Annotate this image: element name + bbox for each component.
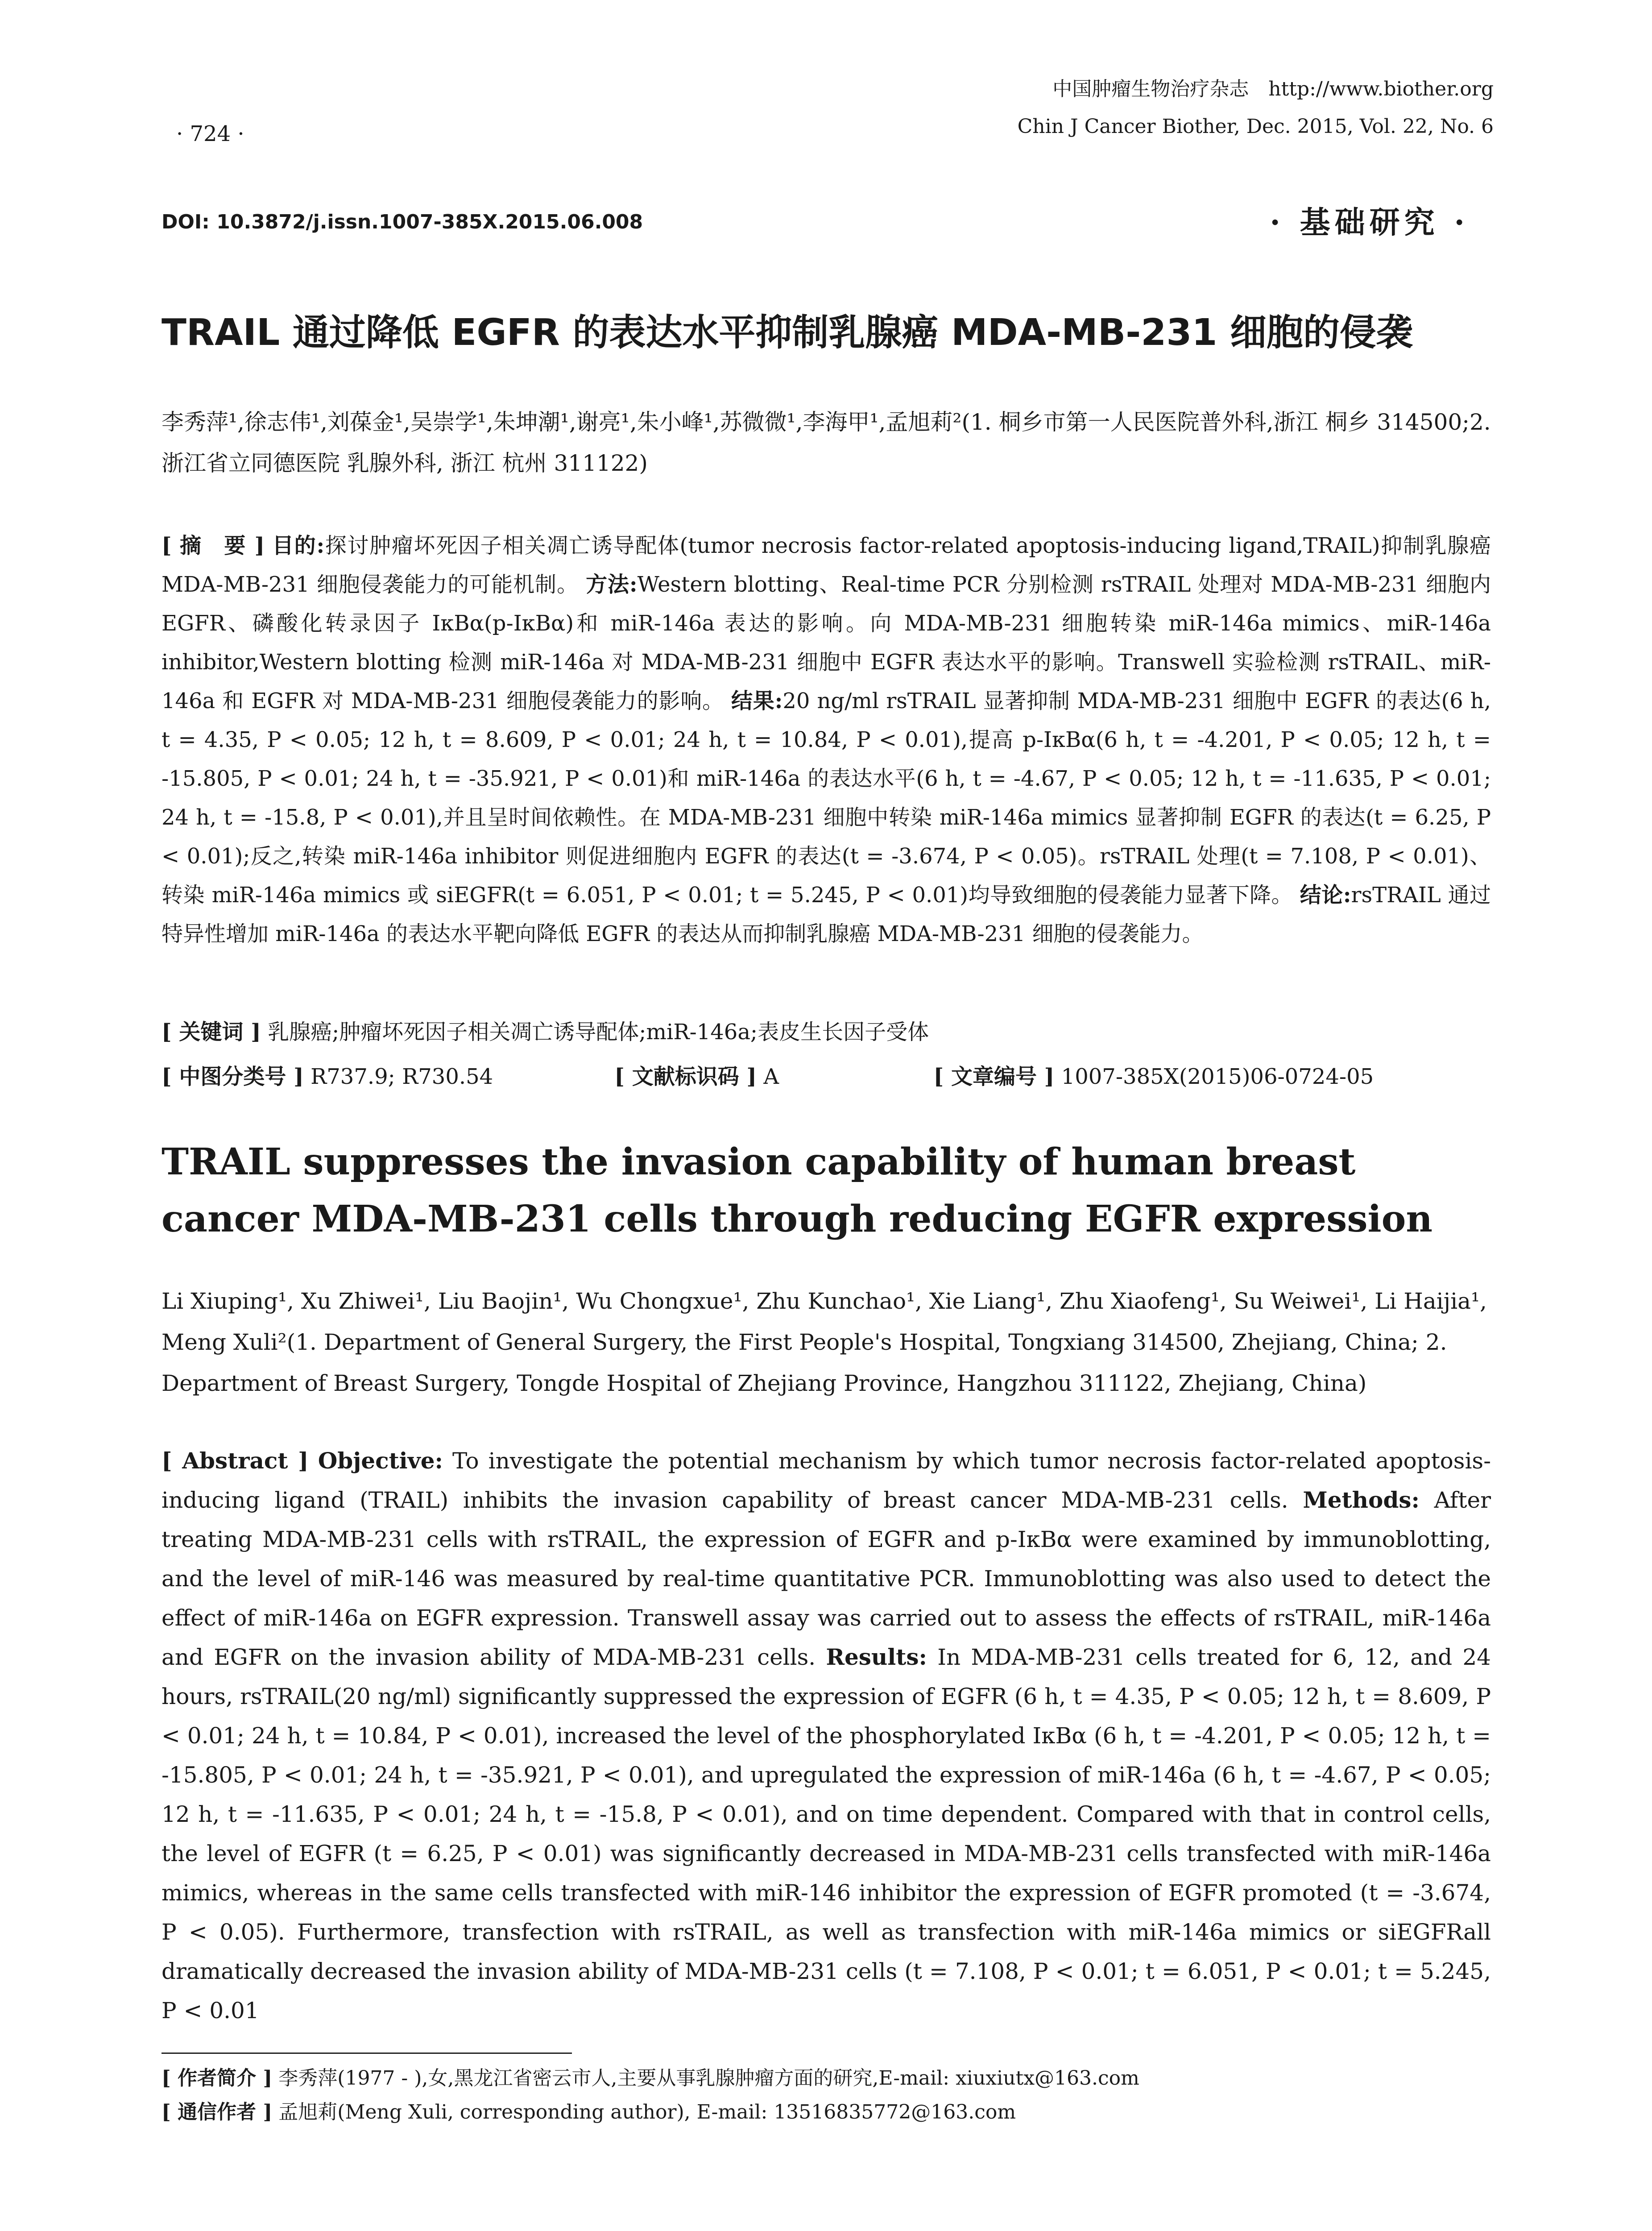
clc-value: R737.9; R730.54 <box>311 1064 493 1089</box>
methods-label-en: Methods: <box>1303 1487 1420 1513</box>
keywords-label: [ 关键词 ] <box>161 1020 261 1045</box>
abstract-en-label: [ Abstract ] <box>161 1447 309 1474</box>
section-tag: · 基础研究 · <box>1270 205 1469 241</box>
classification-line <box>161 1057 1491 1096</box>
journal-header <box>1018 70 1494 145</box>
objective-en: To investigate the potential mechanism by which tumor necrosis factor-related apoptosis-inducing ligand (TRAIL) inhibits the invasion capability of breast cancer MDA-MB-231 cells. <box>161 1448 1491 1513</box>
results-label-en: Results: <box>826 1644 927 1670</box>
article-no-value: 1007-385X(2015)06-0724-05 <box>1061 1064 1374 1089</box>
objective-cn: 探讨肿瘤坏死因子相关凋亡诱导配体(tumor necrosis factor-related apoptosis-inducing ligand,TRAIL)抑制乳腺癌 MDA-MB-231 细胞侵袭能力的可能机制。 <box>161 533 1491 597</box>
corresponding-author-label: [ 通信作者 ] <box>161 2101 273 2123</box>
objective-label-en: Objective: <box>318 1447 443 1474</box>
conclusion-label-cn: 结论: <box>1300 883 1351 908</box>
title-en: TRAIL suppresses the invasion capability of human breast cancer MDA-MB-231 cells through reducing EGFR expression <box>161 1140 1433 1240</box>
objective-label-cn: 目的: <box>272 533 325 558</box>
results-cn: 20 ng/ml rsTRAIL 显著抑制 MDA-MB-231 细胞中 EGFR 的表达(6 h, t = 4.35, P < 0.05; 12 h, t = 8.609, P < 0.01; 24 h, t = 10.84, P < 0.01),提高 p-IκBα(6 h, t = -4.201, P < 0.05; 12 h, t = -15.805, P < 0.01; 24 h, t = -35.921, P < 0.01)和 miR-146a 的表达水平(6 h, t = -4.67, P < 0.05; 12 h, t = -11.635, P < 0.01; 24 h, t = -15.8, P < 0.01),并且呈时间依赖性。在 MDA-MB-231 细胞中转染 miR-146a mimics 显著抑制 EGFR 的表达(t = 6.25, P < 0.01);反之,转染 miR-146a inhibitor 则促进细胞内 EGFR 的表达(t = -3.674, P < 0.05)。rsTRAIL 处理(t = 7.108, P < 0.01)、转染 miR-146a mimics 或 siEGFR(t = 6.051, P < 0.01; t = 5.245, P < 0.01)均导致细胞的侵袭能力显著下降。 <box>161 688 1491 908</box>
abstract-cn <box>161 527 1491 954</box>
results-en: In MDA-MB-231 cells treated for 6, 12, and 24 hours, rsTRAIL(20 ng/ml) significantly suppressed the expression of EGFR (6 h, t = 4.35, P < 0.05; 12 h, t = 8.609, P < 0.01; 24 h, t = 10.84, P < 0.01), increased the level of the phosphorylated IκBα (6 h, t = -4.201, P < 0.05; 12 h, t = -15.805, P < 0.01; 24 h, t = -35.921, P < 0.01), and upregulated the expression of miR-146a (6 h, t = -4.67, P < 0.05; 12 h, t = -11.635, P < 0.01; 24 h, t = -15.8, P < 0.01), and on time dependent. Compared with that in control cells, the level of EGFR (t = 6.25, P < 0.01) was significantly decreased in MDA-MB-231 cells transfected with miR-146a mimics, whereas in the same cells transfected with miR-146 inhibitor the expression of EGFR promoted (t = -3.674, P < 0.05). Furthermore, transfection with rsTRAIL, as well as transfection with miR-146a mimics or siEGFRall dramatically decreased the invasion ability of MDA-MB-231 cells (t = 7.108, P < 0.01; t = 6.051, P < 0.01; t = 5.245, P < 0.01 <box>161 1644 1491 2024</box>
authors-cn: 李秀萍¹,徐志伟¹,刘葆金¹,吴崇学¹,朱坤潮¹,谢亮¹,朱小峰¹,苏微微¹,李海甲¹,孟旭莉²(1. 桐乡市第一人民医院普外科,浙江 桐乡 314500;2. 浙江省立同德医院 乳腺外科, 浙江 杭州 311122) <box>161 409 1491 476</box>
methods-cn: Western blotting、Real-time PCR 分别检测 rsTRAIL 处理对 MDA-MB-231 细胞内 EGFR、磷酸化转录因子 IκBα(p-IκBα)和 miR-146a 表达的影响。向 MDA-MB-231 细胞转染 miR-146a mimics、miR-146a inhibitor,Western blotting 检测 miR-146a 对 MDA-MB-231 细胞中 EGFR 表达水平的影响。Transwell 实验检测 rsTRAIL、miR-146a 和 EGFR 对 MDA-MB-231 细胞侵袭能力的影响。 <box>161 572 1491 713</box>
doi: DOI: 10.3872/j.issn.1007-385X.2015.06.008 <box>161 211 643 233</box>
methods-label-cn: 方法: <box>586 572 638 597</box>
abstract-cn-label: [ 摘 要 ] <box>161 533 265 558</box>
abstract-en <box>161 1441 1491 2030</box>
doc-code-value: A <box>763 1064 779 1089</box>
keywords <box>161 1013 1491 1052</box>
doc-code-label: [ 文献标识码 ] <box>614 1064 757 1089</box>
author-bio <box>161 2061 1491 2095</box>
results-label-cn: 结果: <box>731 688 783 713</box>
corresponding-author-text: 孟旭莉(Meng Xuli, corresponding author), E-mail: 13516835772@163.com <box>278 2101 1016 2123</box>
keywords-text: 乳腺癌;肿瘤坏死因子相关凋亡诱导配体;miR-146a;表皮生长因子受体 <box>268 1020 929 1045</box>
methods-en: After treating MDA-MB-231 cells with rsTRAIL, the expression of EGFR and p-IκBα were examined by immunoblotting, and the level of miR-146 was measured by real-time quantitative PCR. Immunoblotting was also used to detect the effect of miR-146a on EGFR expression. Transwell assay was carried out to assess the effects of rsTRAIL, miR-146a and EGFR on the invasion ability of MDA-MB-231 cells. <box>161 1487 1491 1670</box>
conclusion-cn: rsTRAIL 通过特异性增加 miR-146a 的表达水平靶向降低 EGFR 的表达从而抑制乳腺癌 MDA-MB-231 细胞的侵袭能力。 <box>161 883 1491 946</box>
journal-citation-en: Chin J Cancer Biother, Dec. 2015, Vol. 22, No. 6 <box>1017 115 1494 138</box>
footnote-divider <box>161 2053 572 2054</box>
corresponding-author <box>161 2095 1491 2129</box>
authors-en: Li Xiuping¹, Xu Zhiwei¹, Liu Baojin¹, Wu Chongxue¹, Zhu Kunchao¹, Xie Liang¹, Zhu Xiaofeng¹, Su Weiwei¹, Li Haijia¹, Meng Xuli²(1. Department of General Surgery, the First People's Hospital, Tongxiang 314500, Zhejiang, China; 2. Department of Breast Surgery, Tongde Hospital of Zhejiang Province, Hangzhou 311122, Zhejiang, China) <box>161 1288 1487 1396</box>
article-no-label: [ 文章编号 ] <box>933 1064 1055 1089</box>
clc-label: [ 中图分类号 ] <box>161 1064 304 1089</box>
author-bio-label: [ 作者简介 ] <box>161 2067 273 2090</box>
page-number: · 724 · <box>176 121 244 146</box>
journal-name-cn: 中国肿瘤生物治疗杂志 http://www.biother.org <box>1052 78 1494 100</box>
author-bio-text: 李秀萍(1977 - ),女,黑龙江省密云市人,主要从事乳腺肿瘤方面的研究,E-mail: xiuxiutx@163.com <box>278 2067 1139 2090</box>
title-cn: TRAIL 通过降低 EGFR 的表达水平抑制乳腺癌 MDA-MB-231 细胞的侵袭 <box>161 311 1413 354</box>
footnotes <box>161 2061 1491 2129</box>
